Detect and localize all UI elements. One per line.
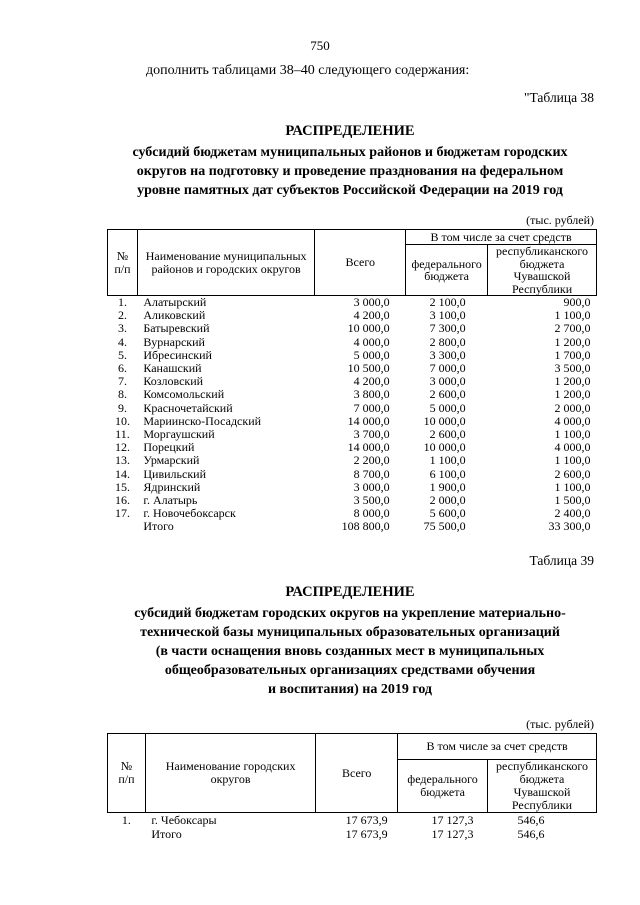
row-federal: 5 600,0: [429, 506, 466, 521]
row-federal: 5 000,0: [429, 400, 466, 415]
table38-body: [108, 296, 597, 534]
row-name: Порецкий: [143, 440, 195, 455]
header-republic: республиканского бюджета Чувашской Республики: [488, 245, 597, 296]
row-republic: 1 100,0: [554, 427, 591, 442]
row-total: 2 200,0: [353, 453, 390, 468]
row-republic: 900,0: [563, 295, 591, 309]
header-federal: федерального бюджета: [398, 760, 488, 813]
row-republic: 1 200,0: [554, 374, 591, 389]
row-name: Козловский: [143, 374, 204, 389]
table-row: [108, 322, 597, 335]
row-number: 11.: [115, 427, 130, 442]
table39-label: Таблица 39: [529, 553, 594, 568]
row-republic: 33 300,0: [548, 519, 591, 534]
row-republic: 1 700,0: [554, 347, 591, 362]
table-row: [108, 827, 597, 841]
row-total: 108 800,0: [341, 519, 390, 534]
row-federal: 10 000,0: [423, 413, 466, 428]
intro-text: дополнить таблицами 38–40 следующего содержания:: [146, 63, 470, 78]
table39: [107, 733, 597, 841]
header-name: Наименование муниципальных районов и городских округов: [137, 230, 315, 296]
row-name: г. Новочебоксарск: [143, 506, 236, 521]
row-name: Комсомольский: [143, 387, 225, 402]
row-federal: 17 127,3: [431, 827, 474, 841]
header-number: [108, 734, 146, 813]
row-number: 16.: [114, 493, 130, 508]
row-federal: 1 900,0: [429, 479, 466, 494]
row-republic: 1 200,0: [554, 334, 591, 349]
row-number: 8.: [117, 387, 127, 402]
row-federal: 17 127,3: [431, 813, 474, 827]
row-republic: 2 000,0: [554, 400, 591, 415]
row-republic: 546,6: [517, 813, 545, 827]
table39-subtitle: [20, 604, 640, 699]
table-row: [108, 296, 597, 310]
row-name: Урмарский: [143, 453, 200, 468]
row-name: г. Чебоксары: [151, 813, 217, 827]
row-number: 12.: [114, 440, 130, 455]
row-name: Ядринский: [143, 479, 201, 494]
row-federal: 2 000,0: [429, 493, 466, 508]
row-federal: 10 000,0: [423, 440, 466, 455]
row-name: Батыревский: [143, 321, 210, 336]
row-total: 3 000,0: [353, 295, 390, 309]
row-republic: 2 700,0: [554, 321, 591, 336]
row-federal: 2 600,0: [429, 387, 466, 402]
header-number-line: №: [116, 249, 129, 263]
row-number: 15.: [114, 479, 130, 494]
row-number: 9.: [117, 400, 127, 415]
row-total: 8 700,0: [353, 466, 390, 481]
row-federal: 7 000,0: [429, 361, 466, 376]
row-republic: 3 500,0: [554, 361, 591, 376]
row-federal: 3 300,0: [429, 347, 466, 362]
header-federal: федерального бюджета: [406, 245, 488, 296]
subtitle-line: (в части оснащения вновь созданных мест в муниципальных: [155, 644, 545, 659]
row-number: 17.: [114, 506, 130, 521]
row-total: 3 800,0: [353, 387, 390, 402]
row-total: 10 500,0: [347, 361, 390, 376]
row-federal: 3 000,0: [429, 374, 466, 389]
row-number: 2.: [117, 308, 127, 323]
subtitle-line: технической базы муниципальных образовательных организаций: [140, 625, 560, 640]
row-number: [108, 827, 146, 841]
subtitle-line: общеобразовательных организациях средствами обучения: [164, 663, 536, 678]
row-number: 1.: [121, 813, 131, 827]
row-federal: 2 100,0: [429, 295, 466, 309]
row-republic: 1 100,0: [554, 453, 591, 468]
row-number: 10.: [114, 413, 130, 428]
row-federal: 3 100,0: [429, 308, 466, 323]
table38-subtitle: [20, 143, 640, 200]
row-name: Итого: [151, 827, 182, 841]
row-name: Итого: [143, 519, 174, 534]
row-name: Вурнарский: [143, 334, 205, 349]
row-number: 13.: [114, 453, 130, 468]
table-row: [108, 454, 597, 467]
row-republic: 1 200,0: [554, 387, 591, 402]
table38-title: РАСПРЕДЕЛЕНИЕ: [285, 123, 415, 139]
row-total: 17 673,9: [345, 813, 388, 827]
table-row: [108, 813, 597, 828]
header-number-line: №: [120, 759, 133, 773]
row-name: Аликовский: [143, 308, 206, 323]
header-total: Всего: [315, 230, 406, 296]
row-total: 14 000,0: [347, 413, 390, 428]
row-total: 10 000,0: [347, 321, 390, 336]
row-number: 6.: [117, 361, 127, 376]
row-name: Мариинско-Посадский: [143, 413, 262, 428]
subtitle-line: субсидий бюджетам муниципальных районов и бюджетам городских: [132, 145, 568, 160]
header-republic: республиканского бюджета Чувашской Республики: [488, 760, 597, 813]
row-republic: 546,6: [517, 827, 545, 841]
subtitle-line: округов на подготовку и проведение празднования на федеральном: [136, 164, 564, 179]
header-number: [108, 230, 138, 296]
row-total: 7 000,0: [353, 400, 390, 415]
row-total: 4 000,0: [353, 334, 390, 349]
table38-label: "Таблица 38: [524, 90, 594, 105]
row-number: [108, 520, 138, 533]
table-row: [108, 520, 597, 533]
row-total: 3 000,0: [353, 479, 390, 494]
row-total: 3 500,0: [353, 493, 390, 508]
row-federal: 2 600,0: [429, 427, 466, 442]
row-republic: 2 600,0: [554, 466, 591, 481]
table38: [107, 229, 597, 534]
row-federal: 75 500,0: [423, 519, 466, 534]
header-number-line: п/п: [118, 772, 135, 786]
table-row: [108, 388, 597, 401]
subtitle-line: субсидий бюджетам городских округов на укрепление материально-: [134, 606, 566, 621]
row-republic: 1 500,0: [554, 493, 591, 508]
table38-units: (тыс. рублей): [526, 213, 594, 227]
row-name: Красночетайский: [143, 400, 233, 415]
table39-body: [108, 813, 597, 842]
page-number: 750: [310, 38, 330, 53]
header-number-line: п/п: [114, 261, 131, 276]
header-group: В том числе за счет средств: [398, 734, 597, 760]
table39-title: РАСПРЕДЕЛЕНИЕ: [285, 584, 415, 600]
row-number: 5.: [117, 347, 127, 362]
subtitle-line: и воспитания) на 2019 год: [267, 682, 433, 697]
row-federal: 6 100,0: [429, 466, 466, 481]
row-total: 14 000,0: [347, 440, 390, 455]
row-federal: 1 100,0: [429, 453, 466, 468]
row-name: Цивильский: [143, 466, 207, 481]
row-name: Моргаушский: [143, 427, 215, 442]
row-total: 4 200,0: [353, 374, 390, 389]
row-total: 3 700,0: [353, 427, 390, 442]
row-number: 3.: [117, 321, 127, 336]
row-republic: 2 400,0: [554, 506, 591, 521]
row-republic: 4 000,0: [554, 413, 591, 428]
table-row: [108, 336, 597, 349]
row-number: 4.: [117, 334, 127, 349]
row-federal: 2 800,0: [429, 334, 466, 349]
row-total: 8 000,0: [353, 506, 390, 521]
header-group: В том числе за счет средств: [406, 230, 597, 245]
table-row: [108, 402, 597, 415]
row-name: Ибресинский: [143, 347, 212, 362]
row-name: г. Алатырь: [143, 493, 198, 508]
row-republic: 1 100,0: [554, 308, 591, 323]
header-name: Наименование городских округов: [145, 734, 315, 813]
row-republic: 1 100,0: [554, 479, 591, 494]
row-total: 4 200,0: [353, 308, 390, 323]
row-republic: 4 000,0: [554, 440, 591, 455]
table39-units: (тыс. рублей): [526, 717, 594, 731]
row-name: Канашский: [143, 361, 202, 376]
header-total: Всего: [316, 734, 398, 813]
subtitle-line: уровне памятных дат субъектов Российской Федерации на 2019 год: [137, 183, 563, 198]
row-federal: 7 300,0: [429, 321, 466, 336]
row-name: Алатырский: [143, 295, 207, 309]
table-row: [108, 468, 597, 481]
row-number: 14.: [114, 466, 130, 481]
row-number: 7.: [117, 374, 127, 389]
row-total: 5 000,0: [353, 347, 390, 362]
row-total: 17 673,9: [345, 827, 388, 841]
row-number: 1.: [117, 295, 127, 309]
